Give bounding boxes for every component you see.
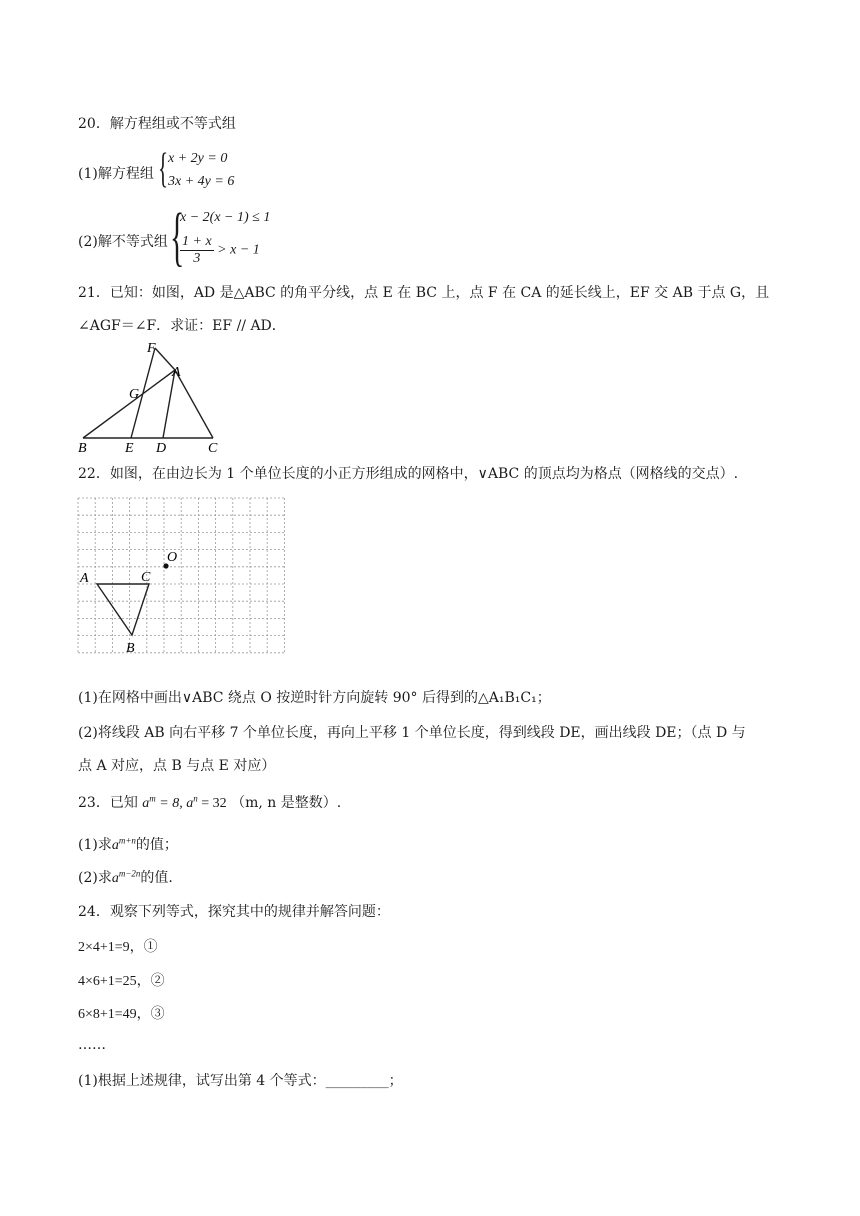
q23-cond-base: a bbox=[142, 796, 150, 811]
q20-title: 20．解方程组或不等式组 bbox=[78, 116, 236, 132]
q23-prefix: 23．已知 bbox=[78, 795, 138, 811]
q23-part2 bbox=[78, 867, 173, 887]
q23-exp-n: n bbox=[193, 793, 198, 804]
q20-eq2: 3x + 4y = 6 bbox=[168, 174, 235, 189]
label-d: D bbox=[156, 441, 167, 456]
q22-intro: 22．如图，在由边长为 1 个单位长度的小正方形组成的网格中，∨ABC 的顶点均为格点（网格线的交点）. bbox=[78, 466, 739, 482]
fraction bbox=[180, 234, 214, 267]
q23-p1-base: a bbox=[111, 838, 119, 853]
q24-ellipsis: …… bbox=[78, 1037, 106, 1053]
q24-eq1: 2×4+1=9，① bbox=[78, 940, 158, 955]
ineq2-rest: > x − 1 bbox=[217, 242, 260, 258]
segment-ac bbox=[175, 370, 213, 438]
label-g: G bbox=[129, 387, 140, 402]
q23-p1-prefix: (1)求 bbox=[78, 837, 112, 853]
triangle-figure bbox=[75, 338, 235, 458]
label-c: C bbox=[141, 570, 151, 585]
q22-part2-line2: 点 A 对应，点 B 与点 E 对应） bbox=[78, 758, 276, 774]
q23-cond-rest2: = 32 bbox=[197, 796, 227, 811]
q24-title: 24．观察下列等式，探究其中的规律并解答问题： bbox=[78, 904, 390, 920]
q22-part2-line1: (2)将线段 AB 向右平移 7 个单位长度，再向上平移 1 个单位长度，得到线段 DE，画出线段 DE；（点 D 与 bbox=[78, 725, 746, 741]
label-a: A bbox=[80, 571, 89, 586]
triangle-abc bbox=[97, 584, 149, 635]
segment-ba bbox=[83, 370, 175, 438]
q23-p2-suffix: 的值. bbox=[140, 870, 173, 886]
q21-line1: 21．已知：如图，AD 是△ABC 的角平分线，点 E 在 BC 上，点 F 在 CA 的延长线上，EF 交 AB 于点 G，且 bbox=[78, 285, 770, 301]
label-b: B bbox=[78, 441, 87, 456]
label-c: C bbox=[208, 441, 218, 456]
q23-statement bbox=[78, 792, 341, 812]
q23-p1-exp: m+n bbox=[118, 835, 136, 846]
q23-part1 bbox=[78, 834, 178, 854]
grid-figure bbox=[76, 496, 294, 660]
brace-icon: { bbox=[158, 146, 169, 192]
q23-p1-suffix: 的值； bbox=[135, 837, 178, 853]
q23-note: （m, n 是整数）. bbox=[231, 795, 342, 811]
q20-eq1: x + 2y = 0 bbox=[168, 151, 228, 166]
fraction-denominator: 3 bbox=[193, 251, 201, 267]
q23-cond-rest1: = 8, a bbox=[155, 796, 194, 811]
q22-part1: (1)在网格中画出∨ABC 绕点 O 按逆时针方向旋转 90° 后得到的△A₁B₁C₁； bbox=[78, 690, 551, 706]
label-b: B bbox=[126, 641, 135, 656]
q24-eq3: 6×8+1=49，③ bbox=[78, 1007, 165, 1022]
q21-line2: ∠AGF＝∠F．求证：EF // AD． bbox=[78, 318, 286, 334]
q23-p2-base: a bbox=[111, 871, 119, 886]
segment-ad bbox=[163, 370, 175, 438]
q23-p2-prefix: (2)求 bbox=[78, 870, 112, 886]
label-a: A bbox=[172, 365, 181, 380]
brace-icon: { bbox=[170, 200, 185, 273]
label-e: E bbox=[125, 441, 134, 456]
q20-part1-label: (1)解方程组 bbox=[78, 166, 154, 182]
label-f: F bbox=[147, 341, 156, 356]
fraction-numerator: 1 + x bbox=[180, 234, 214, 251]
q20-ineq2 bbox=[180, 234, 260, 267]
q20-part2-label: (2)解不等式组 bbox=[78, 234, 168, 250]
q20-ineq1: x − 2(x − 1) ≤ 1 bbox=[180, 210, 271, 225]
q23-p2-exp: m−2n bbox=[118, 868, 141, 879]
q23-exp-m: m bbox=[149, 793, 156, 804]
q24-part1: (1)根据上述规律，试写出第 4 个等式：_________； bbox=[78, 1073, 403, 1089]
q24-eq2: 4×6+1=25，② bbox=[78, 974, 165, 989]
label-o: O bbox=[167, 550, 178, 565]
